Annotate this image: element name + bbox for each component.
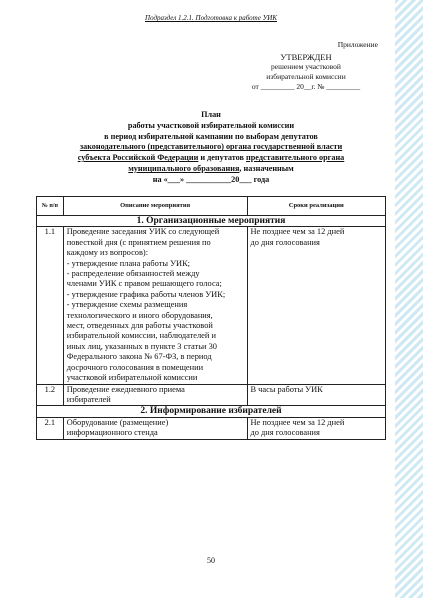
deadline-line: В часы работы УИК xyxy=(250,384,323,394)
plan-line-4a: субъекта Российской Федерации xyxy=(77,153,199,163)
table-row xyxy=(37,227,386,384)
plan-line-3: законодательного (представительного) органа государственной власти xyxy=(79,142,343,152)
activity-line: - утверждение графика работы членов УИК; xyxy=(66,289,226,299)
row-activity xyxy=(63,384,247,406)
activity-line: Федерального закона № 67-ФЗ, в период xyxy=(66,352,212,362)
approval-block xyxy=(231,52,381,92)
row-activity xyxy=(63,227,247,384)
activity-line: Оборудование (размещение) xyxy=(66,417,169,427)
activity-line: - распределение обязанностей между xyxy=(66,269,200,279)
decorative-stripe xyxy=(395,0,423,598)
section-row xyxy=(37,216,386,227)
deadline-line: Не позднее чем за 12 дней xyxy=(250,227,345,237)
approval-line-1: решением участковой xyxy=(271,62,341,71)
plan-title: План xyxy=(201,110,221,119)
section-row xyxy=(37,406,386,417)
approved-label: УТВЕРЖДЕН xyxy=(280,52,332,62)
row-deadline xyxy=(247,227,386,384)
row-number: 1.1 xyxy=(37,227,64,384)
plan-line-6: на «___» ___________20___ года xyxy=(152,174,270,184)
activity-line: Проведение ежедневного приема xyxy=(66,384,185,394)
deadline-line: до дня голосования xyxy=(250,237,320,247)
plan-line-4c: представительного органа xyxy=(246,153,345,163)
table-row xyxy=(37,384,386,406)
plan-table xyxy=(36,196,386,440)
plan-line-5a: муниципального образования xyxy=(128,163,240,173)
activity-line: - утверждение плана работы УИК; xyxy=(66,258,190,268)
section-1-title: 1. Организационные мероприятия xyxy=(37,216,386,227)
activity-line: досрочного голосования в помещении xyxy=(66,362,204,372)
approval-line-3: от _________ 20__г. № _________ xyxy=(251,82,361,91)
activity-line: каждому из вопросов): xyxy=(66,248,149,258)
plan-heading xyxy=(36,110,386,186)
activity-line: Проведение заседания УИК со следующей xyxy=(66,227,220,237)
row-deadline xyxy=(247,417,386,439)
plan-line-4 xyxy=(36,153,386,164)
activity-line: повесткой дня (с принятием решения по xyxy=(66,237,211,247)
appendix-label: Приложение xyxy=(337,40,378,49)
section-2-title: 2. Информирование избирателей xyxy=(37,406,386,417)
row-deadline xyxy=(247,384,386,406)
plan-line-2: в период избирательной кампании по выборам депутатов xyxy=(104,131,318,141)
row-number: 1.2 xyxy=(37,384,64,406)
table-row xyxy=(37,417,386,439)
activity-line: избирательной комиссии, наблюдателей и xyxy=(66,331,216,341)
approval-line-2: избирательной комиссии xyxy=(266,72,346,81)
header-activity: Описание мероприятия xyxy=(63,197,247,216)
activity-line: мест, отведенных для работы участковой xyxy=(66,321,213,331)
activity-line: членами УИК с правом решающего голоса; xyxy=(66,279,222,289)
deadline-line: до дня голосования xyxy=(250,428,320,438)
activity-line: иных лиц, указанных в пункте 3 статьи 30 xyxy=(66,341,217,351)
plan-line-1: работы участковой избирательной комиссии xyxy=(127,120,295,130)
page-number: 50 xyxy=(207,556,215,565)
activity-line: - утверждение схемы размещения xyxy=(66,300,188,310)
activity-line: технологического и иного оборудования, xyxy=(66,310,213,320)
header-number: № п/п xyxy=(37,197,64,216)
deadline-line: Не позднее чем за 12 дней xyxy=(250,417,345,427)
document-page xyxy=(36,0,386,598)
plan-line-5 xyxy=(36,164,386,175)
table-header-row xyxy=(37,197,386,216)
activity-line: информационного стенда xyxy=(66,428,158,438)
row-number: 2.1 xyxy=(37,417,64,439)
header-deadline: Сроки реализации xyxy=(247,197,386,216)
activity-line: избирателей xyxy=(66,394,111,404)
plan-line-5b: , назначенным xyxy=(239,163,294,173)
activity-line: участковой избирательной комиссии xyxy=(66,373,198,383)
plan-line-4b: и депутатов xyxy=(198,153,247,163)
subsection-header: Подраздел 1.2.1. Подготовка к работе УИК xyxy=(145,14,277,22)
row-activity xyxy=(63,417,247,439)
